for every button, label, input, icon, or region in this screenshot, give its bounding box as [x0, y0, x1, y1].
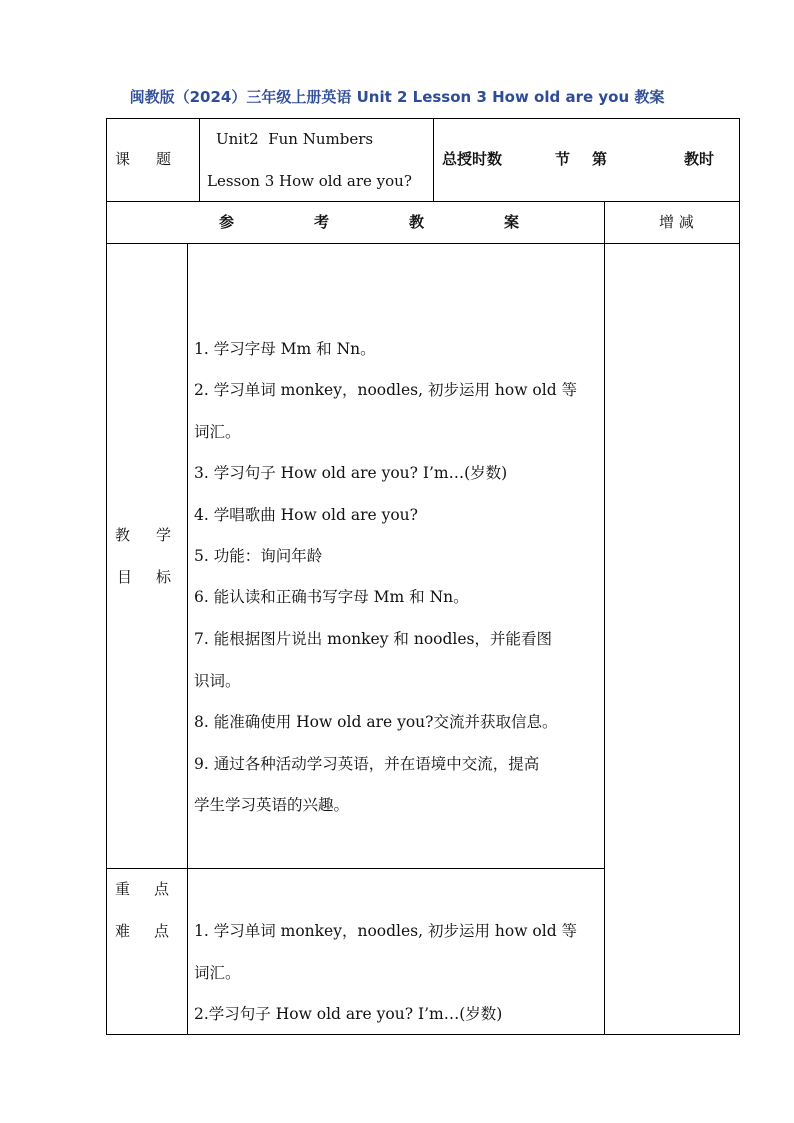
document-title: 闽教版（2024）三年级上册英语 Unit 2 Lesson 3 How old are you 教案: [129, 88, 665, 106]
table-rule-objectives-bottom: [106, 868, 605, 869]
objective-item-8: 8. 能准确使用 How old are you?交流并获取信息。: [194, 713, 558, 731]
table-rule-adjust-divider: [604, 201, 605, 1035]
table-rule-topic-divider: [199, 118, 200, 202]
objective-item-2-cont: 词汇。: [194, 423, 241, 441]
order-label: 第: [592, 150, 608, 168]
objective-item-3: 3. 学习句子 How old are you? I’m…(岁数): [194, 464, 508, 482]
objective-item-7-cont: 识词。: [194, 672, 241, 690]
table-rule-hours-divider: [433, 118, 434, 202]
objective-item-5: 5. 功能：询问年龄: [194, 547, 323, 565]
objective-item-7: 7. 能根据图片说出 monkey 和 noodles，并能看图: [194, 630, 552, 648]
table-rule-plan-header-bottom: [106, 243, 740, 244]
adjust-heading: 增 减: [659, 213, 694, 231]
total-hours-label: 总授时数: [442, 150, 503, 168]
reference-plan-heading: 参 考 教 案: [219, 213, 519, 231]
key-points-label-line2: 难 点: [115, 922, 169, 940]
objective-item-6: 6. 能认读和正确书写字母 Mm 和 Nn。: [194, 588, 469, 606]
table-rule-label-divider: [187, 243, 188, 1035]
period-label: 教时: [684, 150, 715, 168]
objective-item-9: 9. 通过各种活动学习英语，并在语境中交流，提高: [194, 755, 540, 773]
unit-name: Unit2 Fun Numbers: [216, 130, 374, 148]
objectives-label-line1: 教 学: [115, 526, 171, 544]
key-point-item-2: 2.学习句子 How old are you? I’m…(岁数): [194, 1005, 503, 1023]
table-rule-left: [106, 118, 107, 1035]
objective-item-9-cont: 学生学习英语的兴趣。: [194, 796, 350, 814]
objective-item-1: 1. 学习字母 Mm 和 Nn。: [194, 340, 376, 358]
key-point-item-1-cont: 词汇。: [194, 964, 241, 982]
section-label: 节: [555, 150, 571, 168]
key-point-item-1: 1. 学习单词 monkey，noodles, 初步运用 how old 等: [194, 922, 578, 940]
objectives-label-line2: 目 标: [117, 568, 171, 586]
key-points-label-line1: 重 点: [115, 880, 169, 898]
lesson-name: Lesson 3 How old are you?: [207, 172, 412, 190]
table-rule-header-bottom: [106, 201, 740, 202]
table-rule-top: [106, 118, 740, 119]
topic-label: 课 题: [115, 150, 171, 168]
table-rule-bottom: [106, 1034, 740, 1035]
table-rule-right: [739, 118, 740, 1035]
objective-item-4: 4. 学唱歌曲 How old are you?: [194, 506, 418, 524]
objective-item-2: 2. 学习单词 monkey，noodles, 初步运用 how old 等: [194, 381, 578, 399]
